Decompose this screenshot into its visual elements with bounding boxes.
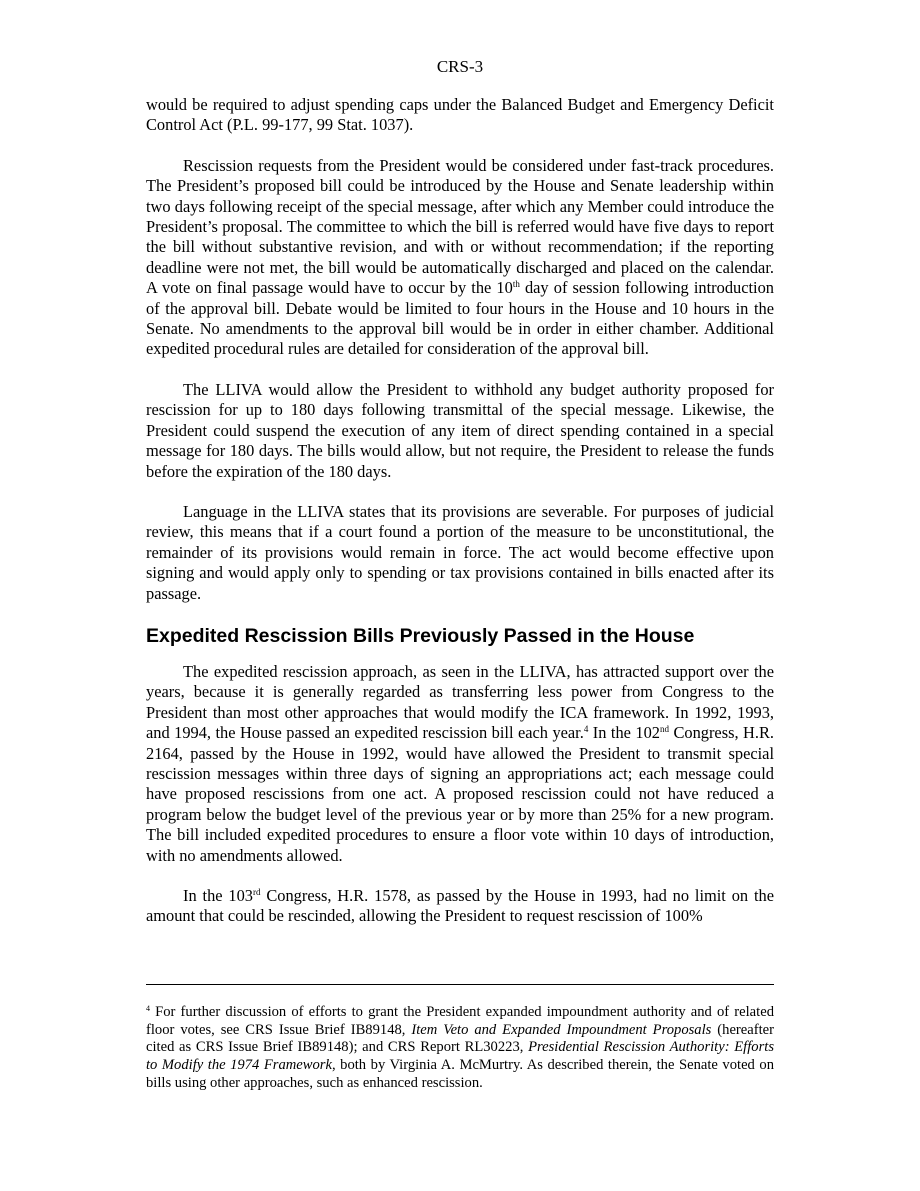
paragraph-text: Congress, H.R. 2164, passed by the House in 1992, would have allowed the President to transmit special rescission messages within three days of signing an appropriations act; each message could have proposed rescissions from one act. A proposed rescission could not have reduced a program below the budget level of the previous year or by more than 25% for a new program. The bill included expedited procedures to ensure a floor vote within 10 days of introduction, with no amendments allowed. bbox=[146, 723, 774, 865]
superscript: nd bbox=[660, 724, 669, 735]
paragraph-continuation: would be required to adjust spending caps under the Balanced Budget and Emergency Deficit Control Act (P.L. 99-177, 99 Stat. 1037). bbox=[146, 95, 774, 135]
footnote-title: Presidential Rescission Authority: Efforts to Modify the 1974 Framework bbox=[146, 1039, 774, 1074]
paragraph-text: In the 102 bbox=[588, 723, 660, 743]
paragraph-text: day of session following introduction of the approval bill. Debate would be limited to four hours in the House and 10 hours in the Senate. No amendments to the approval bill would be in order in either chamber. Additional expedited procedural rules are detailed for consideration of the approval bill. bbox=[146, 278, 774, 359]
paragraph-text: In the 103 bbox=[183, 886, 253, 905]
paragraph-expedited-approach bbox=[146, 662, 774, 866]
paragraph-text: The expedited rescission approach, as seen in the LLIVA, has attracted support over the years, because it is generally regarded as transferring less power from Congress to the President than most other approaches that would modify the ICA framework. In 1992, 1993, and 1994, the House passed an expedited rescission bill each year. bbox=[146, 661, 774, 743]
paragraph-text: Rescission requests from the President would be considered under fast-track procedures. The President’s proposed bill could be introduced by the House and Senate leadership within two days following receipt of the special message, after which any Member could introduce the President’s proposal. The committee to which the bill is referred would have five days to report the bill without substantive revision, and with or without recommendation; if the reporting deadline were not met, the bill would be automatically discharged and placed on the calendar. A vote on final passage would have to occur by the 10 bbox=[146, 155, 774, 298]
footnote-marker: 4 bbox=[146, 1004, 150, 1013]
footnote-text: , both by Virginia A. McMurtry. As described therein, the Senate voted on bills using other approaches, such as enhanced rescission. bbox=[146, 1057, 774, 1091]
footnote-divider bbox=[146, 984, 774, 985]
footnote-text: (hereafter cited as CRS Issue Brief IB89148); and CRS Report RL30223, bbox=[146, 1021, 774, 1056]
superscript: rd bbox=[252, 887, 261, 897]
paragraph-withhold: The LLIVA would allow the President to withhold any budget authority proposed for rescission for up to 180 days following transmittal of the special message. Likewise, the President could suspend the execution of any item of direct spending contained in a special message for 180 days. The bills would allow, but not require, the President to release the funds before the expiration of the 180 days. bbox=[146, 379, 774, 481]
paragraph-severable: Language in the LLIVA states that its provisions are severable. For purposes of judicial review, this means that if a court found a portion of the measure to be unconstitutional, the remainder of its provisions would remain in force. The act would become effective upon signing and would apply only to spending or tax provisions contained in bills enacted after its passage. bbox=[146, 501, 774, 603]
paragraph-fast-track bbox=[146, 156, 774, 360]
section-heading: Expedited Rescission Bills Previously Passed in the House bbox=[146, 624, 695, 647]
paragraph-text: Congress, H.R. 1578, as passed by the House in 1993, had no limit on the amount that could be rescinded, allowing the President to request rescission of 100% bbox=[146, 886, 774, 926]
paragraph-103rd-congress bbox=[146, 886, 774, 927]
page-header: CRS-3 bbox=[436, 57, 484, 76]
footnote-text: For further discussion of efforts to grant the President expanded impoundment authority and of related floor votes, see CRS Issue Brief IB89148, bbox=[146, 1004, 774, 1038]
document-body bbox=[146, 95, 774, 947]
footnote bbox=[146, 1004, 774, 1093]
footnote-title: Item Veto and Expanded Impoundment Proposals bbox=[411, 1021, 712, 1038]
superscript: th bbox=[512, 279, 520, 290]
footnote-reference[interactable]: 4 bbox=[583, 724, 589, 735]
